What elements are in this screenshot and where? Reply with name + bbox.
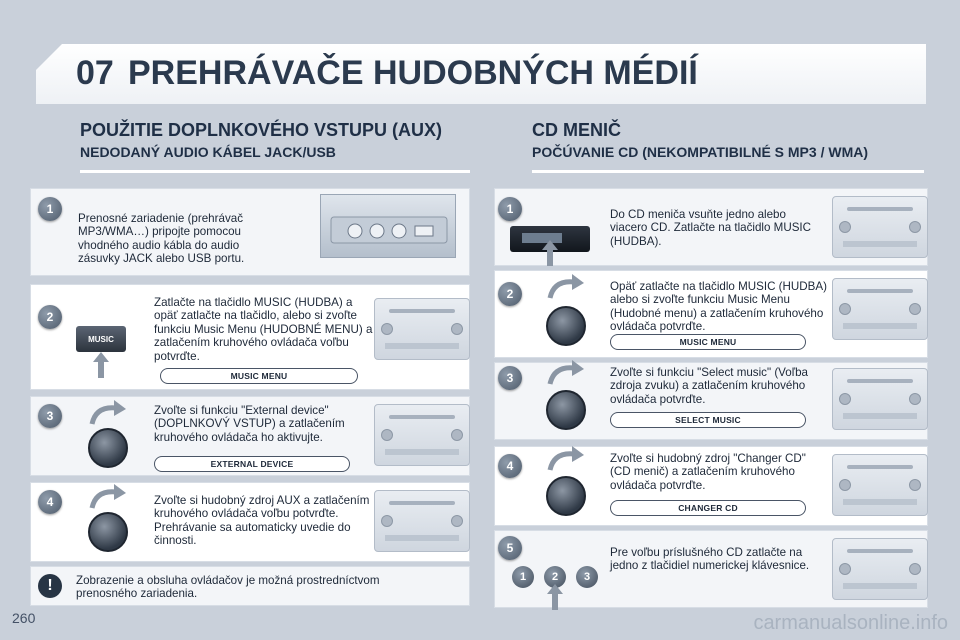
rotary-knob-icon	[88, 428, 128, 468]
chapter-number: 07	[76, 54, 114, 92]
radio-console-image	[832, 196, 928, 258]
press-arrow-icon	[547, 584, 563, 610]
cd-step-1-number: 1	[498, 197, 522, 221]
cd-section-divider	[532, 170, 924, 173]
cd-step-4-number: 4	[498, 454, 522, 478]
turn-arrow-icon	[546, 446, 586, 472]
aux-socket-image	[320, 194, 456, 258]
page-number: 260	[12, 610, 36, 626]
rotary-knob-icon	[546, 390, 586, 430]
aux-step-2-number: 2	[38, 305, 62, 329]
radio-console-image	[374, 404, 470, 466]
radio-console-image	[832, 278, 928, 340]
aux-step-4-number: 4	[38, 490, 62, 514]
rotary-knob-icon	[546, 306, 586, 346]
cd-step-5-number: 5	[498, 536, 522, 560]
aux-step-4-text: Zvoľte si hudobný zdroj AUX a zatlačením kruhového ovládača voľbu potvrďte. Prehrávanie sa automaticky uvedie do činnosti.	[154, 494, 370, 548]
cd-step-1-text: Do CD meniča vsuňte jedno alebo viacero CD. Zatlačte na tlačidlo MUSIC (HUDBA).	[610, 208, 812, 248]
cd-step-3-text: Zvoľte si funkciu "Select music" (Voľba zdroja zvuku) a zatlačením kruhového ovládača potvrďte.	[610, 366, 808, 406]
turn-arrow-icon	[88, 400, 128, 426]
aux-note-text: Zobrazenie a obsluha ovládačov je možná prostredníctvom prenosného zariadenia.	[76, 574, 380, 601]
turn-arrow-icon	[546, 274, 586, 300]
watermark: carmanualsonline.info	[753, 612, 948, 634]
aux-step-3-text: Zvoľte si funkciu "External device" (DOPLNKOVÝ VSTUP) a zatlačením kruhového ovládača ho aktivujte.	[154, 404, 345, 444]
radio-console-image	[832, 454, 928, 516]
rotary-knob-icon	[88, 512, 128, 552]
press-arrow-icon	[93, 352, 109, 378]
cd-step-5-text: Pre voľbu príslušného CD zatlačte na jedno z tlačidiel numerickej klávesnice.	[610, 546, 810, 573]
cd-step-2-text: Opäť zatlačte na tlačidlo MUSIC (HUDBA) alebo si zvoľte funkciu Music Menu (Hudobné menu) a zatlačením kruhového ovládača potvrďte.	[610, 280, 827, 334]
aux-step-1-text: Prenosné zariadenie (prehrávač MP3/WMA…) pripojte pomocou vhodného audio kábla do audio zásuvky JACK alebo USB portu.	[78, 212, 245, 266]
radio-console-image	[832, 368, 928, 430]
changer-cd-pill: CHANGER CD	[610, 500, 806, 516]
radio-console-image	[374, 298, 470, 360]
rotary-knob-icon	[546, 476, 586, 516]
cd-step-3-number: 3	[498, 366, 522, 390]
keypad-key-3: 3	[576, 566, 598, 588]
aux-section-subtitle: NEDODANÝ AUDIO KÁBEL JACK/USB	[80, 144, 336, 160]
cd-section-subtitle: POČÚVANIE CD (NEKOMPATIBILNÉ S MP3 / WMA)	[532, 144, 868, 160]
page-title: PREHRÁVAČE HUDOBNÝCH MÉDIÍ	[128, 54, 698, 92]
external-device-pill: EXTERNAL DEVICE	[154, 456, 350, 472]
keypad-key-1: 1	[512, 566, 534, 588]
radio-console-image	[374, 490, 470, 552]
radio-console-image	[832, 538, 928, 600]
cd-step-2-number: 2	[498, 282, 522, 306]
music-button-icon: MUSIC	[76, 326, 126, 352]
music-menu-pill: MUSIC MENU	[610, 334, 806, 350]
music-menu-pill: MUSIC MENU	[160, 368, 358, 384]
aux-section-divider	[80, 170, 470, 173]
turn-arrow-icon	[88, 484, 128, 510]
aux-step-2-text: Zatlačte na tlačidlo MUSIC (HUDBA) a opäť zatlačte na tlačidlo, alebo si zvoľte funkciu Music Menu (HUDOBNÉ MENU) a zatlačením kruhového ovládača voľbu potvrďte.	[154, 296, 373, 363]
select-music-pill: SELECT MUSIC	[610, 412, 806, 428]
insert-arrow-icon	[542, 240, 558, 266]
cd-section-title: CD MENIČ	[532, 120, 621, 140]
cd-step-4-text: Zvoľte si hudobný zdroj "Changer CD" (CD menič) a zatlačením kruhového ovládača potvrďte.	[610, 452, 806, 492]
aux-step-3-number: 3	[38, 404, 62, 428]
aux-section-title: POUŽITIE DOPLNKOVÉHO VSTUPU (AUX)	[80, 120, 443, 140]
warning-icon: !	[38, 574, 62, 598]
turn-arrow-icon	[546, 360, 586, 386]
keypad-key-2: 2	[544, 566, 566, 588]
aux-step-1-number: 1	[38, 197, 62, 221]
